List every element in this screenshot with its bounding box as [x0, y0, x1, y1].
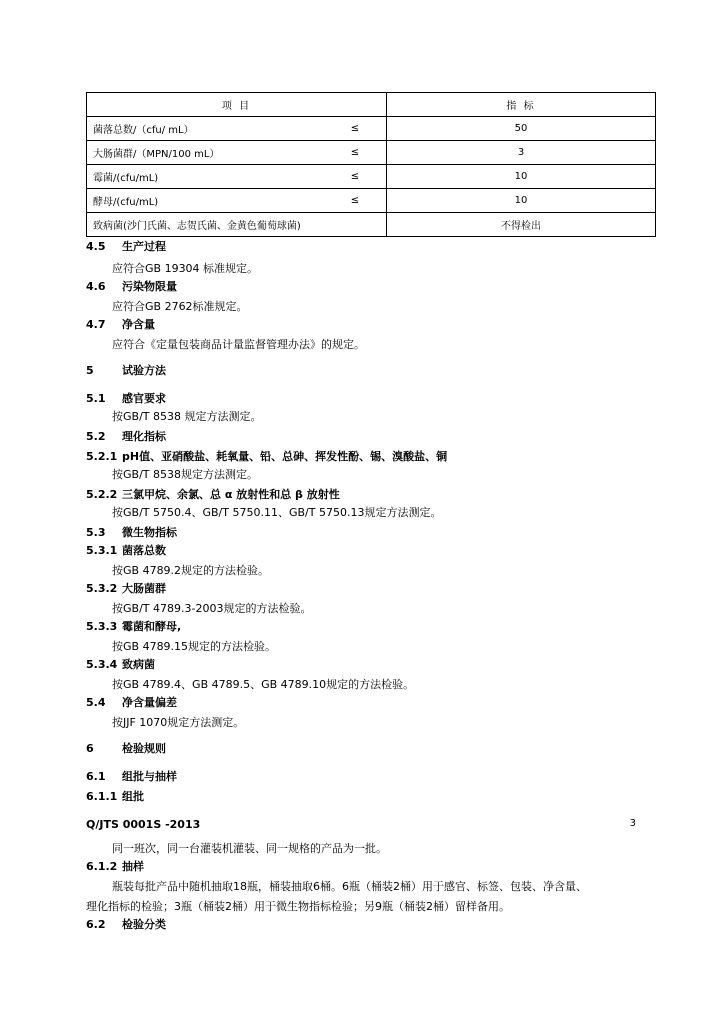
line-text: 组批与抽样: [122, 770, 177, 783]
section-heading: [86, 488, 340, 502]
row-name: 酵母/(cfu/mL): [87, 189, 325, 213]
line-text: 按GB/T 5750.4、GB/T 5750.11、GB/T 5750.13规定方法测定。: [112, 506, 442, 519]
section-number: 6.2: [86, 918, 106, 931]
body-text: [112, 300, 248, 314]
line-text: 霉菌和酵母,: [122, 620, 182, 633]
table-header-row: [87, 93, 656, 117]
row-name: 霉菌/(cfu/mL): [87, 165, 325, 189]
section-heading: [86, 742, 166, 756]
section-heading: [86, 658, 155, 672]
section-number: 5.2.2: [86, 488, 118, 501]
row-sym: ≤: [324, 189, 387, 213]
microbial-spec-table: [86, 92, 656, 237]
body-text: [112, 338, 365, 352]
body-text: [86, 900, 510, 914]
line-text: 按GB/T 4789.3-2003规定的方法检验。: [112, 602, 312, 615]
section-number: 5.3: [86, 526, 106, 539]
section-heading: [86, 526, 177, 540]
body-text: [112, 564, 269, 578]
table-row: [87, 213, 656, 237]
section-number: 5.3.2: [86, 582, 118, 595]
row-value: 10: [387, 165, 656, 189]
section-heading: [86, 790, 144, 804]
section-number: 5.3.1: [86, 544, 118, 557]
body-text: [112, 640, 276, 654]
line-text: 理化指标: [122, 430, 166, 443]
line-text: 污染物限量: [122, 280, 177, 293]
line-text: 应符合GB 2762标准规定。: [112, 300, 248, 313]
row-name: 菌落总数/（cfu/ mL）: [87, 117, 325, 141]
line-text: 微生物指标: [122, 526, 177, 539]
section-heading: [86, 544, 166, 558]
section-heading: [86, 392, 166, 406]
line-text: 抽样: [122, 860, 144, 873]
line-text: 菌落总数: [122, 544, 166, 557]
page-number: 3: [629, 818, 636, 829]
section-heading: [86, 430, 166, 444]
section-heading: [86, 280, 177, 294]
line-text: 净含量: [122, 318, 155, 331]
line-text: 致病菌: [122, 658, 155, 671]
footer-doc-id: Q/JTS 0001S -2013: [86, 818, 201, 831]
section-heading: [86, 450, 447, 464]
line-text: 检验分类: [122, 918, 166, 931]
line-text: 大肠菌群: [122, 582, 166, 595]
section-number: 4.7: [86, 318, 106, 331]
section-number: 6.1.1: [86, 790, 118, 803]
line-text: 按GB 4789.2规定的方法检验。: [112, 564, 270, 577]
body-text: [112, 880, 587, 894]
section-heading: [86, 620, 181, 634]
row-sym: ≤: [324, 117, 387, 141]
line-text: 按GB/T 8538 规定方法测定。: [112, 410, 262, 423]
row-name: 致病菌(沙门氏菌、志贺氏菌、金黄色葡萄球菌): [87, 213, 325, 237]
section-heading: [86, 918, 166, 932]
section-number: 5.4: [86, 696, 106, 709]
line-text: 按GB/T 8538规定方法测定。: [112, 468, 258, 481]
section-heading: [86, 860, 144, 874]
line-text: 瓶装每批产品中随机抽取18瓶，桶装抽取6桶。6瓶（桶装2桶）用于感官、标签、包装、净含量、: [112, 880, 587, 893]
line-text: 净含量偏差: [122, 696, 177, 709]
section-heading: [86, 770, 177, 784]
row-value: 3: [387, 141, 656, 165]
section-heading: [86, 240, 166, 254]
row-value: 10: [387, 189, 656, 213]
line-text: 组批: [122, 790, 144, 803]
line-text: 生产过程: [122, 240, 166, 253]
section-number: 4.6: [86, 280, 106, 293]
section-number: 5.2.1: [86, 450, 118, 463]
line-text: 按GB 4789.15规定的方法检验。: [112, 640, 277, 653]
table-row: [87, 141, 656, 165]
line-text: 试验方法: [122, 364, 166, 377]
section-heading: [86, 318, 155, 332]
row-sym: ≤: [324, 141, 387, 165]
line-text: 按GB 4789.4、GB 4789.5、GB 4789.10规定的方法检验。: [112, 678, 415, 691]
line-text: 按JJF 1070规定方法测定。: [112, 716, 245, 729]
section-number: 4.5: [86, 240, 106, 253]
body-text: [112, 410, 261, 424]
section-heading: [86, 582, 166, 596]
table-row: [87, 189, 656, 213]
line-text: 理化指标的检验；3瓶（桶装2桶）用于微生物指标检验；另9瓶（桶装2桶）留样备用。: [86, 900, 510, 913]
section-number: 6: [86, 742, 94, 755]
body-text: [112, 716, 244, 730]
header-item: 项 目: [87, 93, 387, 117]
line-text: 应符合GB 19304 标准规定。: [112, 262, 259, 275]
table-row: [87, 165, 656, 189]
row-value: 不得检出: [387, 213, 656, 237]
body-text: [112, 506, 441, 520]
row-name: 大肠菌群/（MPN/100 mL）: [87, 141, 325, 165]
section-number: 5: [86, 364, 94, 377]
line-text: pH值、亚硝酸盐、耗氧量、铅、总砷、挥发性酚、锡、溴酸盐、铜: [122, 450, 448, 463]
section-heading: [86, 364, 166, 378]
row-sym: ≤: [324, 165, 387, 189]
header-value: 指 标: [387, 93, 656, 117]
line-text: 检验规则: [122, 742, 166, 755]
body-text: [112, 842, 387, 856]
section-number: 5.2: [86, 430, 106, 443]
body-text: [112, 262, 258, 276]
line-text: 同一班次，同一台灌装机灌装、同一规格的产品为一批。: [112, 842, 387, 855]
section-number: 6.1.2: [86, 860, 118, 873]
row-sym: [324, 213, 387, 237]
table-row: [87, 117, 656, 141]
body-text: [112, 468, 258, 482]
line-text: 三氯甲烷、余氯、总 α 放射性和总 β 放射性: [122, 488, 340, 501]
body-text: [112, 678, 414, 692]
line-text: 应符合《定量包装商品计量监督管理办法》的规定。: [112, 338, 365, 351]
section-heading: [86, 696, 177, 710]
body-text: [112, 602, 311, 616]
row-value: 50: [387, 117, 656, 141]
section-number: 5.3.4: [86, 658, 118, 671]
line-text: 感官要求: [122, 392, 166, 405]
section-number: 6.1: [86, 770, 106, 783]
section-number: 5.1: [86, 392, 106, 405]
section-number: 5.3.3: [86, 620, 118, 633]
